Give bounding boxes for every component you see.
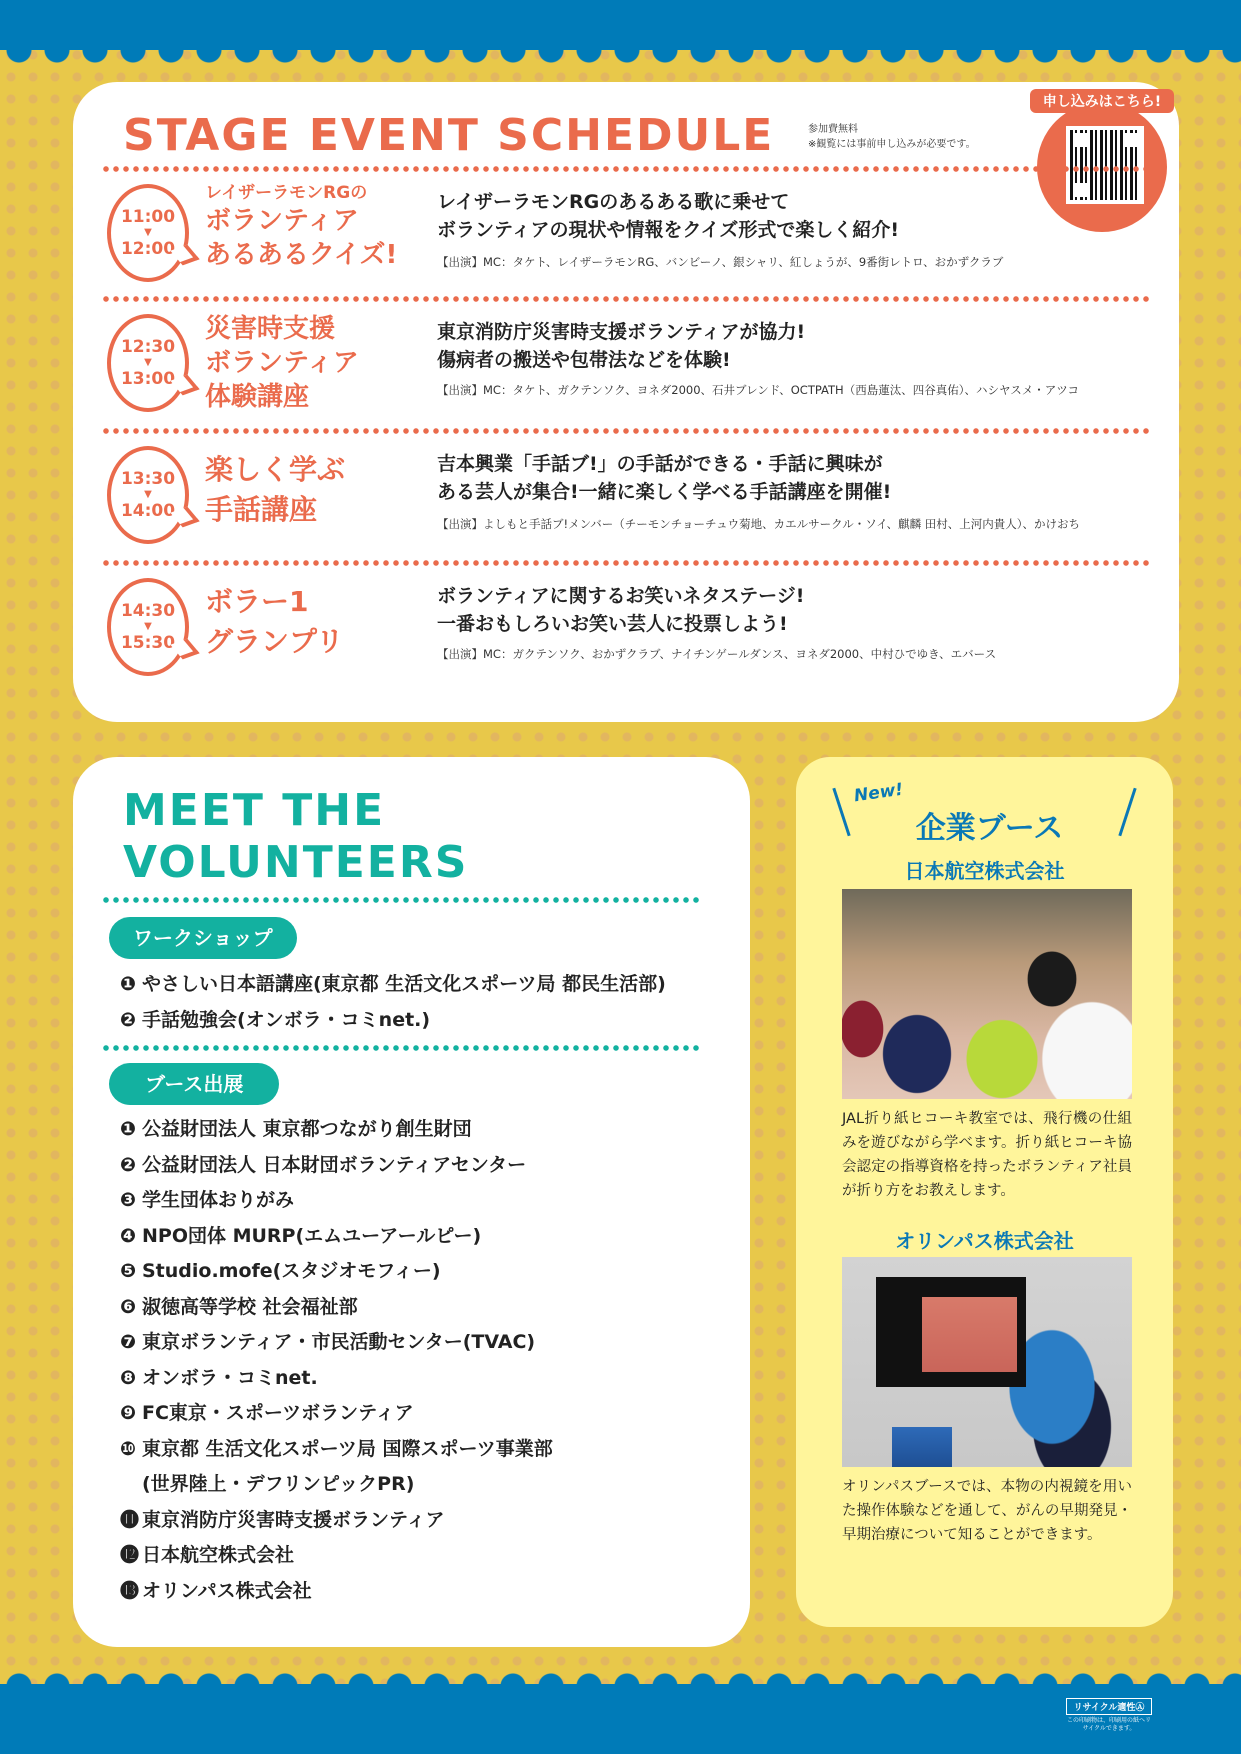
end-time: 13:00 [120,369,176,389]
workshop-list [120,967,666,1038]
list-item: ⓭ オリンパス株式会社 [120,1579,312,1602]
bottom-wave-border [0,1684,1241,1754]
top-wave-border [0,0,1241,50]
list-item: ❾ FC東京・スポーツボランティア [120,1402,414,1424]
list-item: ❸ 学生団体おりがみ [120,1189,295,1211]
event-cast: 【出演】MC：ガクテンソク、おかずクラブ、ナイチンゲールダンス、ヨネダ2000、中村ひでゆき、エバース [437,647,997,661]
list-item: ⓫ 東京消防庁災害時支援ボランティア [120,1508,445,1531]
list-item: ❶ やさしい日本語講座(東京都 生活文化スポーツ局 都民生活部) [120,973,666,995]
divider [101,428,1151,434]
olympus-description: オリンパスブースでは、本物の内視鏡を用いた操作体験などを通して、がんの早期発見・早期治療について知ることができます。 [842,1479,1132,1543]
list-item: ❹ NPO団体 MURP(エムユーアールピー) [120,1224,482,1247]
event-item [101,304,1151,424]
olympus-photo [842,1257,1132,1467]
event-description: レイザーラモンRGのあるある歌に乗せて ボランティアの現状や情報をクイズ形式で楽しく紹介! [437,191,900,241]
start-time: 12:30 [120,337,176,357]
event-cast: 【出演】MC：タケト、ガクテンソク、ヨネダ2000、石井ブレンド、OCTPATH（西島蓮汰、四谷真佑）、ハシヤスメ・アツコ [437,383,1079,397]
list-item: ❺ Studio.mofe(スタジオモフィー) [120,1260,441,1282]
list-item: ❷ 手話勉強会(オンボラ・コミnet.) [120,1008,431,1031]
arrow-down-icon: ▼ [144,621,152,632]
list-item: ❼ 東京ボランティア・市民活動センター(TVAC) [120,1331,536,1353]
arrow-down-icon: ▼ [144,357,152,368]
recycle-note: この印刷物は、印刷用の紙へリサイクルできます。 [1066,1717,1151,1732]
end-time: 15:30 [120,633,176,653]
new-badge: New! [852,779,905,807]
end-time: 12:00 [120,239,176,259]
divider [101,1045,701,1051]
list-item: ❽ オンボラ・コミnet. [120,1366,318,1389]
event-description: 吉本興業「手話ブ!」の手話ができる・手話に興味が ある芸人が集合!一緒に楽しく学べる手話講座を開催! [437,453,892,503]
list-item: ❶ 公益財団法人 東京都つながり創生財団 [120,1118,472,1140]
arrow-down-icon: ▼ [144,227,152,238]
list-item: ⓬ 日本航空株式会社 [120,1544,295,1566]
start-time: 14:30 [120,601,176,621]
company-name-olympus: オリンパス株式会社 [895,1229,1074,1253]
volunteers-title: MEET THE VOLUNTEERS [123,785,469,888]
event-title: ボラー1 グランプリ [205,585,344,658]
event-title: レイザーラモンRGの ボランティア あるあるクイズ! [205,183,398,270]
start-time: 11:00 [120,207,176,227]
event-title: 災害時支援 ボランティア 体験講座 [205,314,359,412]
schedule-title: STAGE EVENT SCHEDULE [123,110,775,161]
corporate-heading: 企業ブース [915,811,1064,846]
start-time: 13:30 [120,469,176,489]
list-item: ❻ 淑徳高等学校 社会福祉部 [120,1295,358,1318]
event-item [101,174,1151,294]
jal-photo [842,889,1132,1099]
workshop-label: ワークショップ [109,917,297,959]
company-name-jal: 日本航空株式会社 [904,859,1065,883]
event-cast: 【出演】MC：タケト、レイザーラモンRG、バンビーノ、銀シャリ、紅しょうが、9番街レトロ、おかずクラブ [437,255,1004,269]
event-item [101,436,1151,556]
divider [101,296,1151,302]
corporate-booth-card [796,757,1173,1627]
jal-description: JAL折り紙ヒコーキ教室では、飛行機の仕組みを遊びながら学べます。折り紙ヒコーキ協会認定の指導資格を持ったボランティア社員が折り方をお教えします。 [842,1111,1132,1199]
time-bubble [107,446,189,544]
time-bubble [107,578,189,676]
time-bubble [107,314,189,412]
list-item: ❷ 公益財団法人 日本財団ボランティアセンター [120,1153,527,1176]
fee-note [808,122,976,152]
event-cast: 【出演】よしもと手話ブ!メンバー（チーモンチョーチュウ菊地、カエルサークル・ソイ、麒麟 田村、上河内貴人）、かけおち [437,517,1081,531]
event-title: 楽しく学ぶ 手話講座 [205,453,346,526]
event-description: 東京消防庁災害時支援ボランティアが協力! 傷病者の搬送や包帯法などを体験! [437,321,806,371]
arrow-down-icon: ▼ [144,489,152,500]
list-item: ❿ 東京都 生活文化スポーツ局 国際スポーツ事業部 [120,1437,553,1460]
reservation-note: ※観覧には事前申し込みが必要です。 [808,139,976,150]
fee-free-label: 参加費無料 [808,124,858,135]
recycle-mark [1066,1698,1152,1733]
volunteers-card [73,757,750,1647]
recycle-badge: リサイクル適性Ⓐ [1066,1698,1152,1715]
divider [101,560,1151,566]
qr-label: 申し込みはこちら! [1030,89,1174,113]
time-bubble [107,184,189,282]
divider [101,166,1151,172]
booth-label: ブース出展 [109,1063,279,1105]
divider [101,897,701,903]
stage-schedule-card [73,82,1179,722]
list-item-continuation: (世界陸上・デフリンピックPR) [142,1473,415,1495]
event-description: ボランティアに関するお笑いネタステージ! 一番おもしろいお笑い芸人に投票しよう! [437,585,805,635]
event-item [101,568,1151,688]
end-time: 14:00 [120,501,176,521]
booth-list [120,1112,553,1609]
